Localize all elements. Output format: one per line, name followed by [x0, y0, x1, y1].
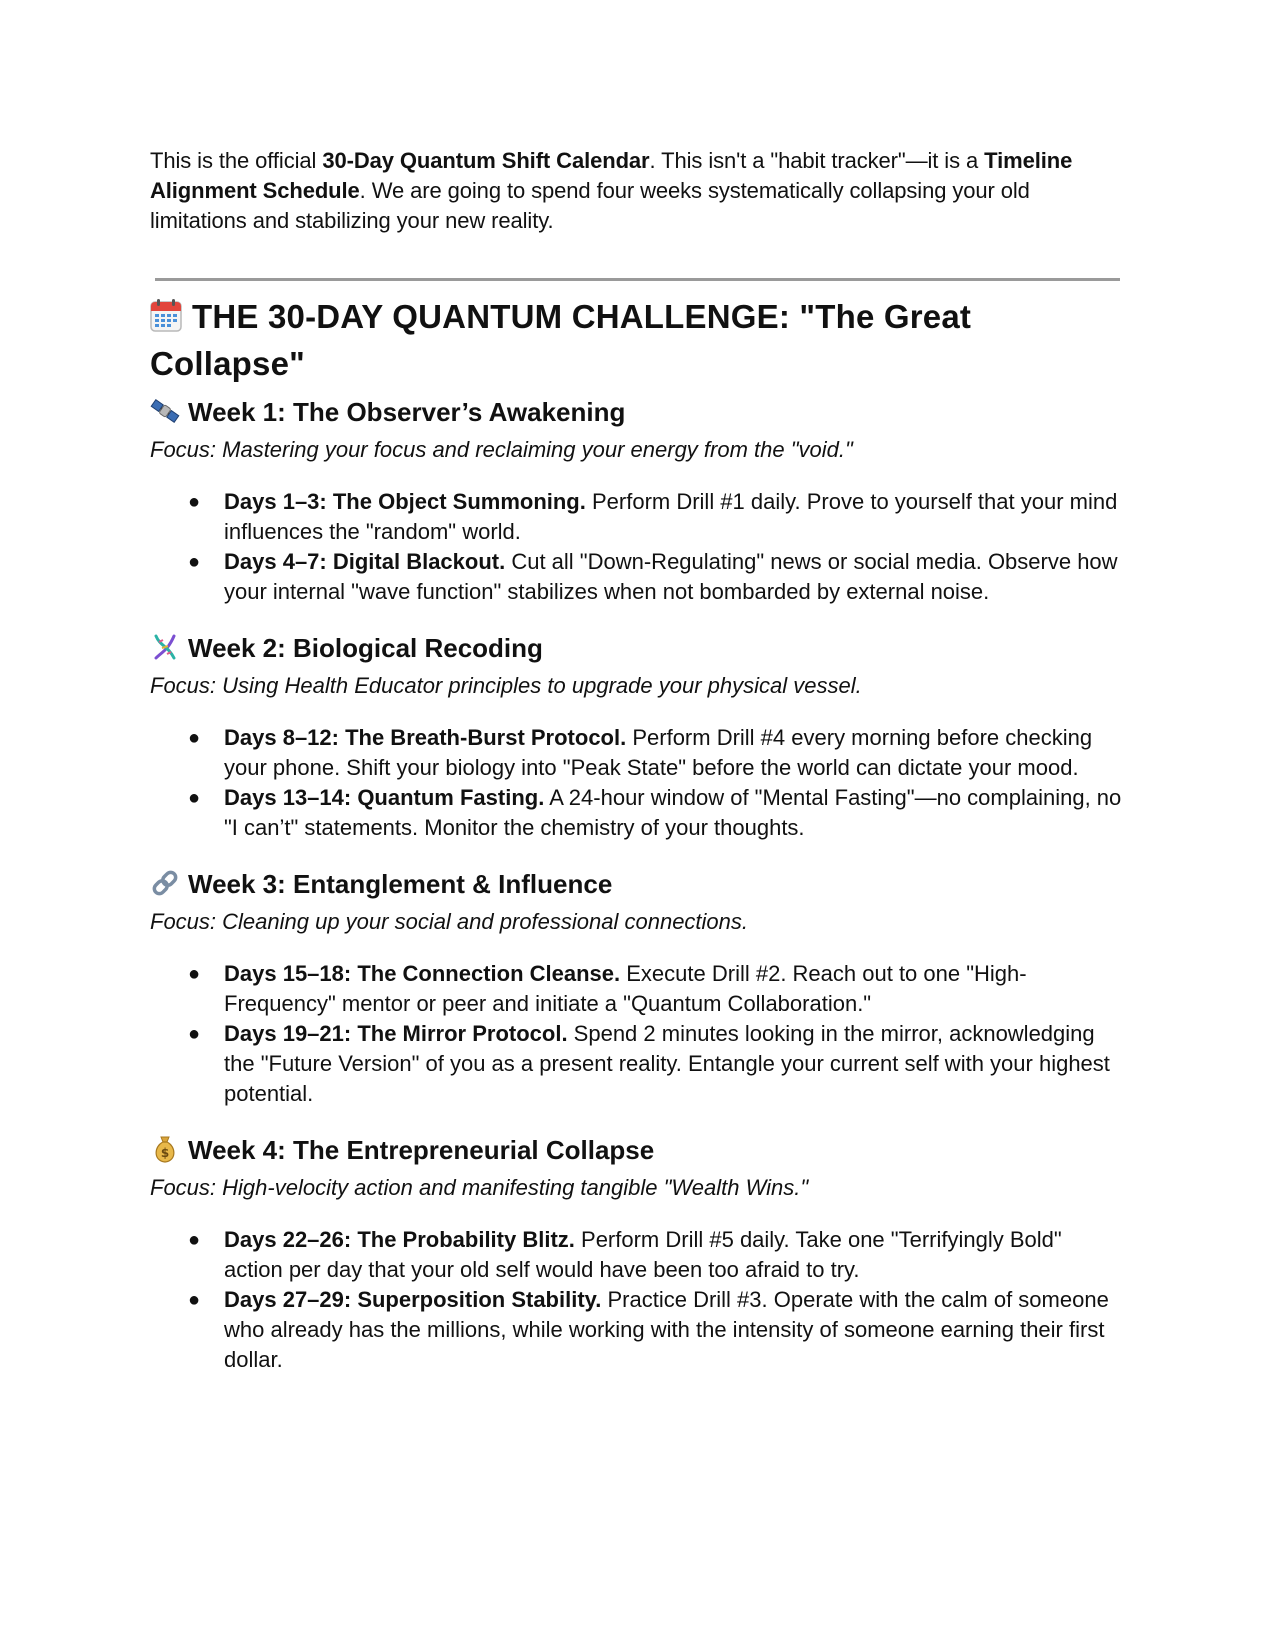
week-2-heading [150, 629, 1125, 667]
week-4-heading [150, 1131, 1125, 1169]
week-3-heading [150, 865, 1125, 903]
item-text: Practice Drill #3. Operate with the calm of someone who already has the millions, while working with the intensity of someone earning their first dollar. [224, 1287, 1109, 1372]
calendar-icon [150, 298, 182, 332]
week-2-list [150, 723, 1125, 843]
item-label: Days 27–29: Superposition Stability. [224, 1287, 602, 1312]
list-item [150, 723, 1125, 783]
week-4-focus: Focus: High-velocity action and manifesting tangible "Wealth Wins." [150, 1175, 809, 1200]
bullet-icon: ● [188, 963, 201, 985]
item-text: Spend 2 minutes looking in the mirror, acknowledging the "Future Version" of you as a present reality. Entangle your current self with your highest potential. [224, 1021, 1110, 1106]
week-2-section [150, 629, 1125, 843]
item-text: Perform Drill #4 every morning before checking your phone. Shift your biology into "Peak State" before the world can dictate your mood. [224, 725, 1093, 780]
intro-text-3: . We are going to spend four weeks systematically collapsing your old limitations and stabilizing your new reality. [150, 178, 1030, 233]
challenge-title [150, 293, 1125, 387]
intro-bold-calendar-name: 30-Day Quantum Shift Calendar [322, 148, 650, 173]
intro-paragraph [150, 146, 1125, 236]
item-label: Days 4–7: Digital Blackout. [224, 549, 506, 574]
intro-bold-schedule-name: Timeline Alignment Schedule [150, 148, 1073, 203]
week-3-section [150, 865, 1125, 1109]
week-1-section [150, 393, 1125, 607]
item-label: Days 1–3: The Object Summoning. [224, 489, 586, 514]
bullet-icon: ● [188, 787, 201, 809]
week-3-heading-text: Week 3: Entanglement & Influence [188, 869, 613, 899]
week-4-heading-text: Week 4: The Entrepreneurial Collapse [188, 1135, 655, 1165]
week-1-list [150, 487, 1125, 607]
week-3-list [150, 959, 1125, 1109]
money-bag-icon [150, 1134, 180, 1164]
week-4-list [150, 1225, 1125, 1375]
bullet-icon: ● [188, 491, 201, 513]
satellite-icon [150, 396, 180, 426]
item-label: Days 15–18: The Connection Cleanse. [224, 961, 621, 986]
item-text: Cut all "Down-Regulating" news or social media. Observe how your internal "wave function" stabilizes when not bombarded by external noise. [224, 549, 1118, 604]
list-item [150, 959, 1125, 1019]
item-text: Perform Drill #5 daily. Take one "Terrifyingly Bold" action per day that your old self would have been too afraid to try. [224, 1227, 1062, 1282]
week-1-heading-text: Week 1: The Observer’s Awakening [188, 397, 626, 427]
week-4-section [150, 1131, 1125, 1375]
item-label: Days 19–21: The Mirror Protocol. [224, 1021, 568, 1046]
item-label: Days 8–12: The Breath-Burst Protocol. [224, 725, 627, 750]
list-item [150, 487, 1125, 547]
link-icon [150, 868, 180, 898]
item-label: Days 13–14: Quantum Fasting. [224, 785, 545, 810]
list-item [150, 547, 1125, 607]
bullet-icon: ● [188, 551, 201, 573]
bullet-icon: ● [188, 1289, 201, 1311]
horizontal-divider [155, 278, 1120, 281]
week-3-focus: Focus: Cleaning up your social and professional connections. [150, 909, 749, 934]
week-2-heading-text: Week 2: Biological Recoding [188, 633, 543, 663]
bullet-icon: ● [188, 1229, 201, 1251]
week-2-focus: Focus: Using Health Educator principles to upgrade your physical vessel. [150, 673, 862, 698]
list-item [150, 1019, 1125, 1109]
week-1-heading [150, 393, 1125, 431]
week-1-focus: Focus: Mastering your focus and reclaiming your energy from the "void." [150, 437, 853, 462]
bullet-icon: ● [188, 727, 201, 749]
dna-icon [150, 632, 180, 662]
item-text: A 24-hour window of "Mental Fasting"—no complaining, no "I can’t" statements. Monitor the chemistry of your thoughts. [224, 785, 1122, 840]
challenge-title-text: THE 30-DAY QUANTUM CHALLENGE: "The Great Collapse" [150, 298, 972, 382]
item-text: Perform Drill #1 daily. Prove to yourself that your mind influences the "random" world. [224, 489, 1118, 544]
list-item [150, 1225, 1125, 1285]
item-label: Days 22–26: The Probability Blitz. [224, 1227, 575, 1252]
svg-text:$: $ [160, 1146, 170, 1160]
list-item [150, 1285, 1125, 1375]
intro-text-2: . This isn't a "habit tracker"—it is a [649, 148, 985, 173]
bullet-icon: ● [188, 1023, 201, 1045]
item-text: Execute Drill #2. Reach out to one "High-Frequency" mentor or peer and initiate a "Quantum Collaboration." [224, 961, 1027, 1016]
list-item [150, 783, 1125, 843]
intro-text-1: This is the official [150, 148, 323, 173]
